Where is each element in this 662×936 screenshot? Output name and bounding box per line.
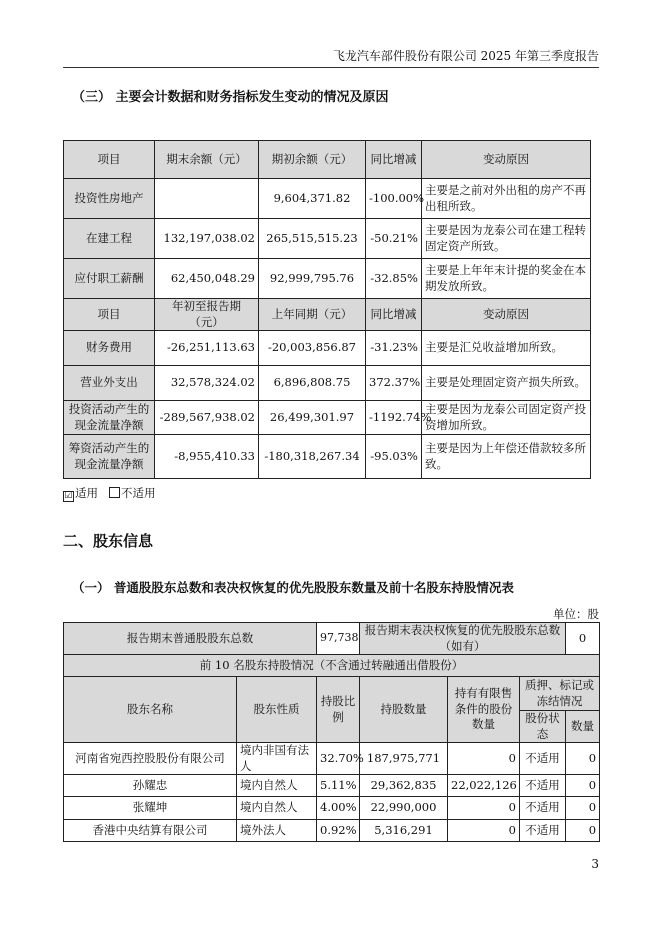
page-header: 飞龙汽车部件股份有限公司 2025 年第三季度报告 <box>332 49 599 63</box>
holder-count: 0 <box>566 775 600 797</box>
row-cur: -8,955,410.33 <box>155 435 259 479</box>
checkbox-checked-icon: ☑ <box>64 491 73 501</box>
th-end-balance: 期末余额（元） <box>155 141 259 179</box>
holder-restricted: 22,022,126 <box>448 775 520 797</box>
row-pct: 372.37% <box>366 366 422 401</box>
row-cur: -26,251,113.63 <box>155 331 259 366</box>
row-reason: 主要是上年年末计提的奖金在本期发放所致。 <box>422 259 591 299</box>
holder-nature: 境内自然人 <box>237 775 317 797</box>
holder-name: 孙耀忠 <box>64 775 237 797</box>
row-item: 筹资活动产生的现金流量净额 <box>64 435 155 479</box>
table-row <box>64 797 600 820</box>
holder-status: 不适用 <box>520 797 566 820</box>
th-holder-nature: 股东性质 <box>237 677 317 743</box>
row-pct: -31.23% <box>366 331 422 366</box>
row-cur: -289,567,938.02 <box>155 401 259 435</box>
table-row <box>64 179 591 219</box>
row-begin: 9,604,371.82 <box>259 179 366 219</box>
row-prev: 26,499,301.97 <box>259 401 366 435</box>
th-restricted-qty: 持有有限售条件的股份数量 <box>448 677 520 743</box>
row-reason: 主要是因为上年偿还借款较多所致。 <box>422 435 591 479</box>
table-row <box>64 775 600 797</box>
total-holders-value: 97,738 <box>317 623 360 655</box>
row-cur: 32,578,324.02 <box>155 366 259 401</box>
row-end: 132,197,038.02 <box>155 219 259 259</box>
table-row <box>64 401 591 435</box>
holder-ratio: 0.92% <box>317 820 360 842</box>
holder-name: 河南省宛西控股股份有限公司 <box>64 743 237 775</box>
holder-nature: 境外法人 <box>237 820 317 842</box>
th-pledge: 质押、标记或冻结情况 <box>520 677 600 711</box>
th-begin-balance: 期初余额（元） <box>259 141 366 179</box>
th-item: 项目 <box>64 141 155 179</box>
th-yoy: 同比增减 <box>366 299 422 331</box>
table-row <box>64 219 591 259</box>
th-yoy: 同比增减 <box>366 141 422 179</box>
row-item: 投资活动产生的现金流量净额 <box>64 401 155 435</box>
row-end: 62,450,048.29 <box>155 259 259 299</box>
holder-status: 不适用 <box>520 775 566 797</box>
header-rule <box>63 67 599 68</box>
row-end <box>155 179 259 219</box>
holder-ratio: 5.11% <box>317 775 360 797</box>
row-item: 投资性房地产 <box>64 179 155 219</box>
shareholder-table <box>63 622 600 842</box>
subsection-1-title: （一） 普通股股东总数和表决权恢复的优先股股东数量及前十名股东持股情况表 <box>72 580 514 595</box>
table-row <box>64 366 591 401</box>
unit-label: 单位：股 <box>553 607 599 621</box>
shareholders-section-title: 二、股东信息 <box>63 532 154 550</box>
row-item: 财务费用 <box>64 331 155 366</box>
page-number: 3 <box>591 857 599 871</box>
row-pct: -50.21% <box>366 219 422 259</box>
holder-count: 0 <box>566 797 600 820</box>
row-prev: -180,318,267.34 <box>259 435 366 479</box>
holder-header-row <box>64 677 600 711</box>
holder-status: 不适用 <box>520 743 566 775</box>
th-item: 项目 <box>64 299 155 331</box>
row-item: 应付职工薪酬 <box>64 259 155 299</box>
totals-row <box>64 623 600 655</box>
row-pct: -100.00% <box>366 179 422 219</box>
th-reason: 变动原因 <box>422 141 591 179</box>
total-holders-label: 报告期末普通股股东总数 <box>64 623 317 655</box>
table-row <box>64 435 591 479</box>
th-holder-name: 股东名称 <box>64 677 237 743</box>
pref-holders-label: 报告期末表决权恢复的优先股股东总数（如有） <box>360 623 566 655</box>
holder-qty: 5,316,291 <box>360 820 448 842</box>
row-pct: -1192.74% <box>366 401 422 435</box>
holder-count: 0 <box>566 820 600 842</box>
pref-holders-value: 0 <box>566 623 600 655</box>
applicable-label: 适用 <box>75 486 98 500</box>
table-row <box>64 743 600 775</box>
holder-nature: 境内自然人 <box>237 797 317 820</box>
holder-ratio: 4.00% <box>317 797 360 820</box>
holder-qty: 22,990,000 <box>360 797 448 820</box>
holder-qty: 29,362,835 <box>360 775 448 797</box>
holder-count: 0 <box>566 743 600 775</box>
row-pct: -95.03% <box>366 435 422 479</box>
change-table <box>63 140 591 479</box>
holder-name: 香港中央结算有限公司 <box>64 820 237 842</box>
row-begin: 265,515,515.23 <box>259 219 366 259</box>
top10-title-row <box>64 655 600 677</box>
th-reason: 变动原因 <box>422 299 591 331</box>
row-reason: 主要是因为龙泰公司固定资产投资增加所致。 <box>422 401 591 435</box>
row-prev: -20,003,856.87 <box>259 331 366 366</box>
th-share-status: 股份状态 <box>520 711 566 743</box>
applicability-row <box>63 485 155 501</box>
th-prev-period: 上年同期（元） <box>259 299 366 331</box>
row-item: 在建工程 <box>64 219 155 259</box>
row-reason: 主要是处理固定资产损失所致。 <box>422 366 591 401</box>
th-ytd: 年初至报告期（元） <box>155 299 259 331</box>
not-applicable-label: 不适用 <box>120 486 156 500</box>
holder-restricted: 0 <box>448 797 520 820</box>
section-3-title: （三） 主要会计数据和财务指标发生变动的情况及原因 <box>72 90 389 105</box>
row-item: 营业外支出 <box>64 366 155 401</box>
table-row <box>64 259 591 299</box>
table-row <box>64 820 600 842</box>
change-table-header-1 <box>64 141 591 179</box>
holder-status: 不适用 <box>520 820 566 842</box>
holder-name: 张耀坤 <box>64 797 237 820</box>
th-holding-qty: 持股数量 <box>360 677 448 743</box>
table-row <box>64 331 591 366</box>
row-pct: -32.85% <box>366 259 422 299</box>
th-holding-ratio: 持股比例 <box>317 677 360 743</box>
holder-restricted: 0 <box>448 820 520 842</box>
change-table-header-2 <box>64 299 591 331</box>
checkbox-unchecked-icon <box>109 487 120 498</box>
th-pledge-count: 数量 <box>566 711 600 743</box>
row-begin: 92,999,795.76 <box>259 259 366 299</box>
row-reason: 主要是之前对外出租的房产不再出租所致。 <box>422 179 591 219</box>
row-reason: 主要是汇兑收益增加所致。 <box>422 331 591 366</box>
holder-nature: 境内非国有法人 <box>237 743 317 775</box>
holder-ratio: 32.70% <box>317 743 360 775</box>
row-prev: 6,896,808.75 <box>259 366 366 401</box>
holder-restricted: 0 <box>448 743 520 775</box>
row-reason: 主要是因为龙泰公司在建工程转固定资产所致。 <box>422 219 591 259</box>
holder-qty: 187,975,771 <box>360 743 448 775</box>
top10-title: 前 10 名股东持股情况（不含通过转融通出借股份） <box>64 655 600 677</box>
